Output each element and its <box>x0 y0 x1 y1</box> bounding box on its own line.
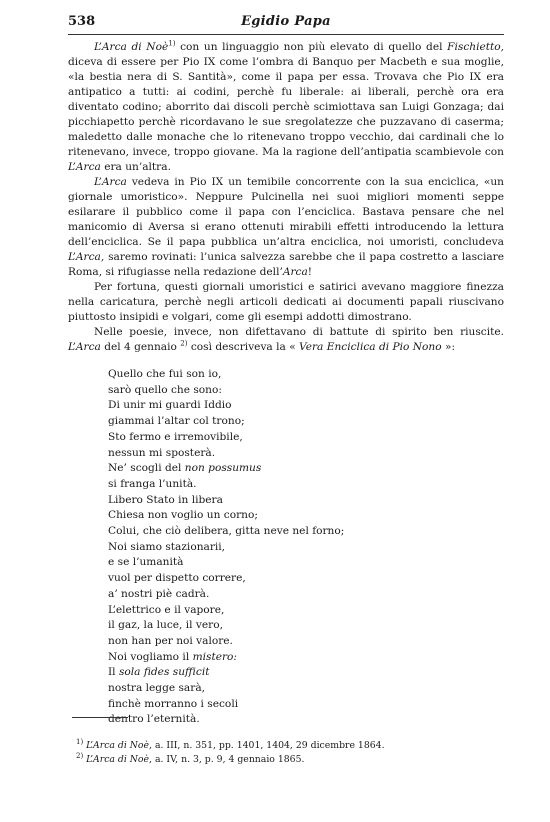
text-run: diceva di essere per Pio IX come l’ombra di Banquo per Macbeth e sua moglie, «la bestia nera di S. Santità», come il papa per essa. Trovava che Pio IX era antipatico a tutti: ai codini, perchè fu liberale: ai liberali, perchè ora era diventato codino; aborrito dai discoli perchè scimiottava san Luigi Gonzaga; dai picchiapetto perchè ricordavano le sue sregolatezze che puzzavano di caserma; maledetto dalle monache che lo ritenevano troppo vecchio, dai cardinali che lo ritenevano, invece, troppo giovane. Ma la ragione dell’antipatia scambievole con <box>68 56 504 158</box>
paragraph <box>68 280 504 325</box>
verse-line <box>108 555 408 571</box>
text-run: Libero Stato in libera <box>108 493 223 506</box>
verse-line <box>108 665 408 681</box>
italic-text: L’Arca <box>68 341 101 353</box>
italic-text: L’Arca <box>94 176 127 188</box>
verse-line <box>108 603 408 619</box>
italic-text: L’Arca, <box>68 251 105 263</box>
footnote <box>76 753 496 767</box>
italic-text: L’Arca di Noè, <box>86 754 152 765</box>
text-run: Noi siamo stazionarii, <box>108 540 226 553</box>
verse-line <box>108 461 408 477</box>
verse-line <box>108 618 408 634</box>
verse-line <box>108 587 408 603</box>
body-text <box>68 40 504 355</box>
text-run: vedeva in Pio IX un temibile concorrente con la sua enciclica, «un giornale umoristico». Neppure Pulcinella nei suoi migliori momenti seppe esilarare il pubblico come il papa con l’enciclica. Bastava pensare che nel manicomio di Aversa si erano ottenuti mirabili effetti introducendo la lettura dell’enciclica. Se il papa pubblica un’altra enciclica, noi umoristi, concludeva <box>68 176 504 248</box>
italic-text: L’Arca di Noè, <box>86 740 152 751</box>
verse-line <box>108 540 408 556</box>
italic-text: Arca <box>282 266 308 278</box>
text-run: così descriveva la « <box>187 341 300 353</box>
text-run: »: <box>441 341 456 353</box>
text-run: L’elettrico e il vapore, <box>108 603 225 616</box>
text-run: del 4 gennaio <box>100 341 181 353</box>
text-run: vuol per dispetto correre, <box>108 572 246 585</box>
page-number: 538 <box>68 14 96 29</box>
italic-text: mistero: <box>192 650 237 663</box>
text-run: era un’altra. <box>100 161 171 173</box>
text-run: Ne’ scogli del <box>108 462 185 475</box>
text-run: ! <box>307 266 313 278</box>
footnote-rule <box>72 717 128 718</box>
header-rule <box>68 34 504 35</box>
text-run: sarò quello che sono: <box>108 383 222 396</box>
verse-line <box>108 712 408 728</box>
italic-text: L’Arca di Noè <box>94 41 169 53</box>
text-run: e se l’umanità <box>108 556 184 569</box>
footnote-marker: 2) <box>180 339 188 348</box>
running-header <box>68 14 504 34</box>
verse-line <box>108 430 408 446</box>
text-run: giammai l’altar col trono; <box>108 415 245 428</box>
italic-text: sola fides sufficit <box>118 666 210 679</box>
text-run: dentro l’eternità. <box>108 713 200 726</box>
verse-line <box>108 414 408 430</box>
text-run: Chiesa non voglio un corno; <box>108 509 258 522</box>
italic-text: Fischietto, <box>447 41 504 53</box>
text-run: a. IV, n. 3, p. 9, 4 gennaio 1865. <box>152 754 305 765</box>
verse-line <box>108 383 408 399</box>
footnote-marker: 1) <box>168 39 176 48</box>
paragraph <box>68 175 504 280</box>
verse-line <box>108 508 408 524</box>
footnote-marker: 1) <box>76 737 84 746</box>
running-title: Egidio Papa <box>241 14 331 29</box>
verse-line <box>108 477 408 493</box>
verse-line <box>108 398 408 414</box>
text-run: saremo rovinati: l’unica salvezza sarebbe che il papa costretto a lasciare Roma, si rifugiasse nella redazione dell’ <box>68 251 504 278</box>
paragraph <box>68 325 504 355</box>
footnote <box>76 739 496 753</box>
text-run: Noi vogliamo il <box>108 650 193 663</box>
text-run: Il <box>108 666 119 679</box>
verse-line <box>108 634 408 650</box>
footnotes <box>76 739 496 767</box>
verse-line <box>108 697 408 713</box>
text-run: nostra legge sarà, <box>108 682 205 695</box>
text-run: si franga l’unità. <box>108 477 197 490</box>
verse-line <box>108 681 408 697</box>
text-run: Per fortuna, questi giornali umoristici e satirici avevano maggiore finezza nella caricatura, perchè negli articoli dedicati ai documenti papali riuscivano piuttosto insipidi e volgari, come gli esempi addotti dimostrano. <box>68 281 504 323</box>
poem <box>108 367 408 728</box>
text-run: con un linguaggio non più elevato di quello del <box>175 41 448 53</box>
verse-line <box>108 650 408 666</box>
text-run: Di unir mi guardi Iddio <box>108 399 232 412</box>
verse-line <box>108 524 408 540</box>
italic-text: non possumus <box>184 462 262 475</box>
verse-line <box>108 367 408 383</box>
text-run: nessun mi sposterà. <box>108 446 216 459</box>
text-run: non han per noi valore. <box>108 634 233 647</box>
text-run: a. III, n. 351, pp. 1401, 1404, 29 dicembre 1864. <box>152 740 385 751</box>
text-run: a’ nostri piè cadrà. <box>108 587 210 600</box>
text-run: Sto fermo e irremovibile, <box>108 430 243 443</box>
verse-line <box>108 571 408 587</box>
verse-line <box>108 446 408 462</box>
footnote-marker: 2) <box>76 751 84 760</box>
verse-line <box>108 493 408 509</box>
italic-text: L’Arca <box>68 161 101 173</box>
text-run: Colui, che ciò delibera, gitta neve nel forno; <box>108 525 345 538</box>
italic-text: Vera Enciclica di Pio Nono <box>299 341 442 353</box>
text-run: finchè morranno i secoli <box>108 697 239 710</box>
paragraph <box>68 40 504 175</box>
text-run: Nelle poesie, invece, non difettavano di battute di spirito ben riuscite. <box>94 326 504 338</box>
text-run: Quello che fui son io, <box>108 368 222 380</box>
text-run: il gaz, la luce, il vero, <box>108 619 223 632</box>
